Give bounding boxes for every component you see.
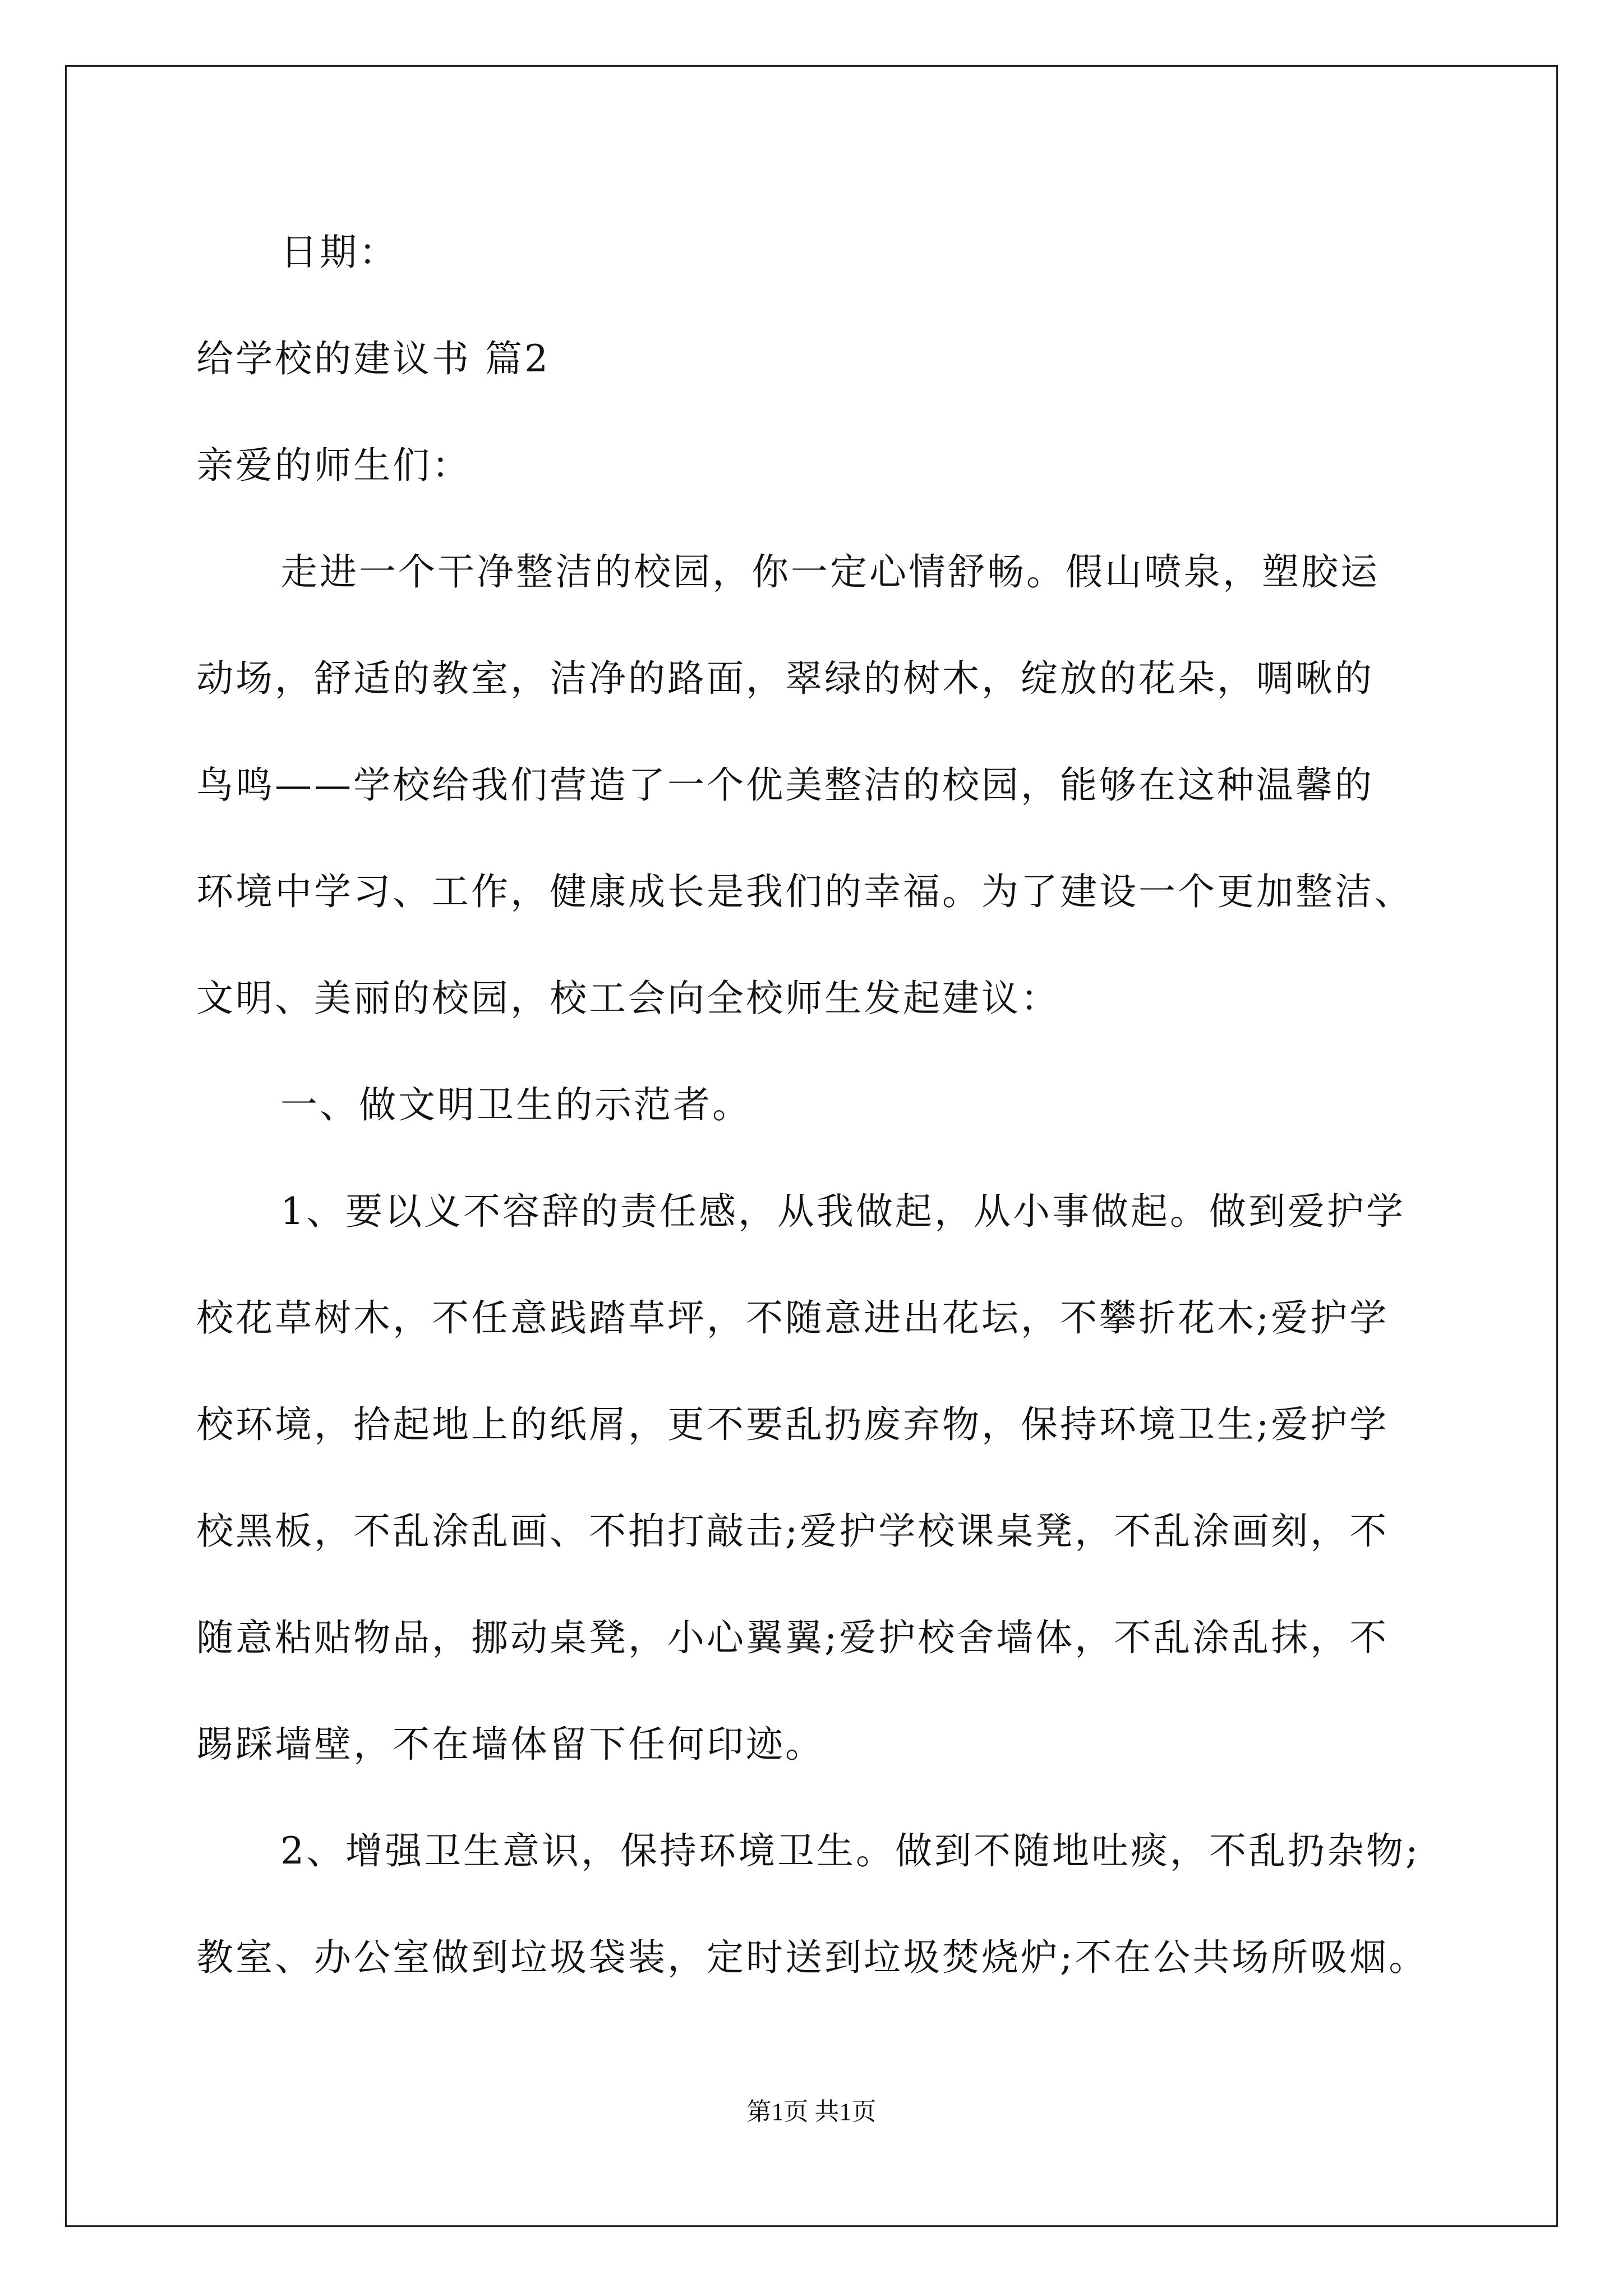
paragraph-line: 动场，舒适的教室，洁净的路面，翠绿的树木，绽放的花朵，啁啾的 — [196, 657, 1374, 700]
page-frame — [65, 65, 1558, 2227]
list-item-line: 校花草树木，不任意践踏草坪，不随意进出花坛，不攀折花木;爱护学 — [196, 1296, 1389, 1340]
paragraph-line: 环境中学习、工作，健康成长是我们的幸福。为了建设一个更加整洁、 — [196, 870, 1413, 913]
list-item-line: 踢踩墙壁，不在墙体留下任何印迹。 — [196, 1723, 824, 1766]
paragraph-line: 鸟鸣——学校给我们营造了一个优美整洁的校园，能够在这种温馨的 — [196, 763, 1374, 807]
list-item-line: 2、增强卫生意识，保持环境卫生。做到不随地吐痰，不乱扔杂物; — [280, 1829, 1421, 1872]
list-item-line: 校环境，拾起地上的纸屑，更不要乱扔废弃物，保持环境卫生;爱护学 — [196, 1403, 1389, 1446]
page-footer: 第1页 共1页 — [746, 2098, 877, 2125]
salutation: 亲爱的师生们： — [196, 444, 471, 487]
section-heading: 一、做文明卫生的示范者。 — [280, 1083, 751, 1126]
list-item-line: 教室、办公室做到垃圾袋装，定时送到垃圾焚烧炉;不在公共场所吸烟。 — [196, 1936, 1428, 1979]
list-item-line: 随意粘贴物品，挪动桌凳，小心翼翼;爱护校舍墙体，不乱涂乱抹，不 — [196, 1616, 1389, 1659]
list-item-line: 1、要以义不容辞的责任感，从我做起，从小事做起。做到爱护学 — [280, 1190, 1405, 1233]
section-title: 给学校的建议书 篇2 — [196, 337, 550, 380]
paragraph-line: 文明、美丽的校园，校工会向全校师生发起建议： — [196, 977, 1060, 1020]
date-label: 日期： — [280, 231, 398, 274]
paragraph-line: 走进一个干净整洁的校园，你一定心情舒畅。假山喷泉，塑胶运 — [280, 550, 1380, 593]
list-item-line: 校黑板，不乱涂乱画、不拍打敲击;爱护学校课桌凳，不乱涂画刻，不 — [196, 1510, 1389, 1553]
